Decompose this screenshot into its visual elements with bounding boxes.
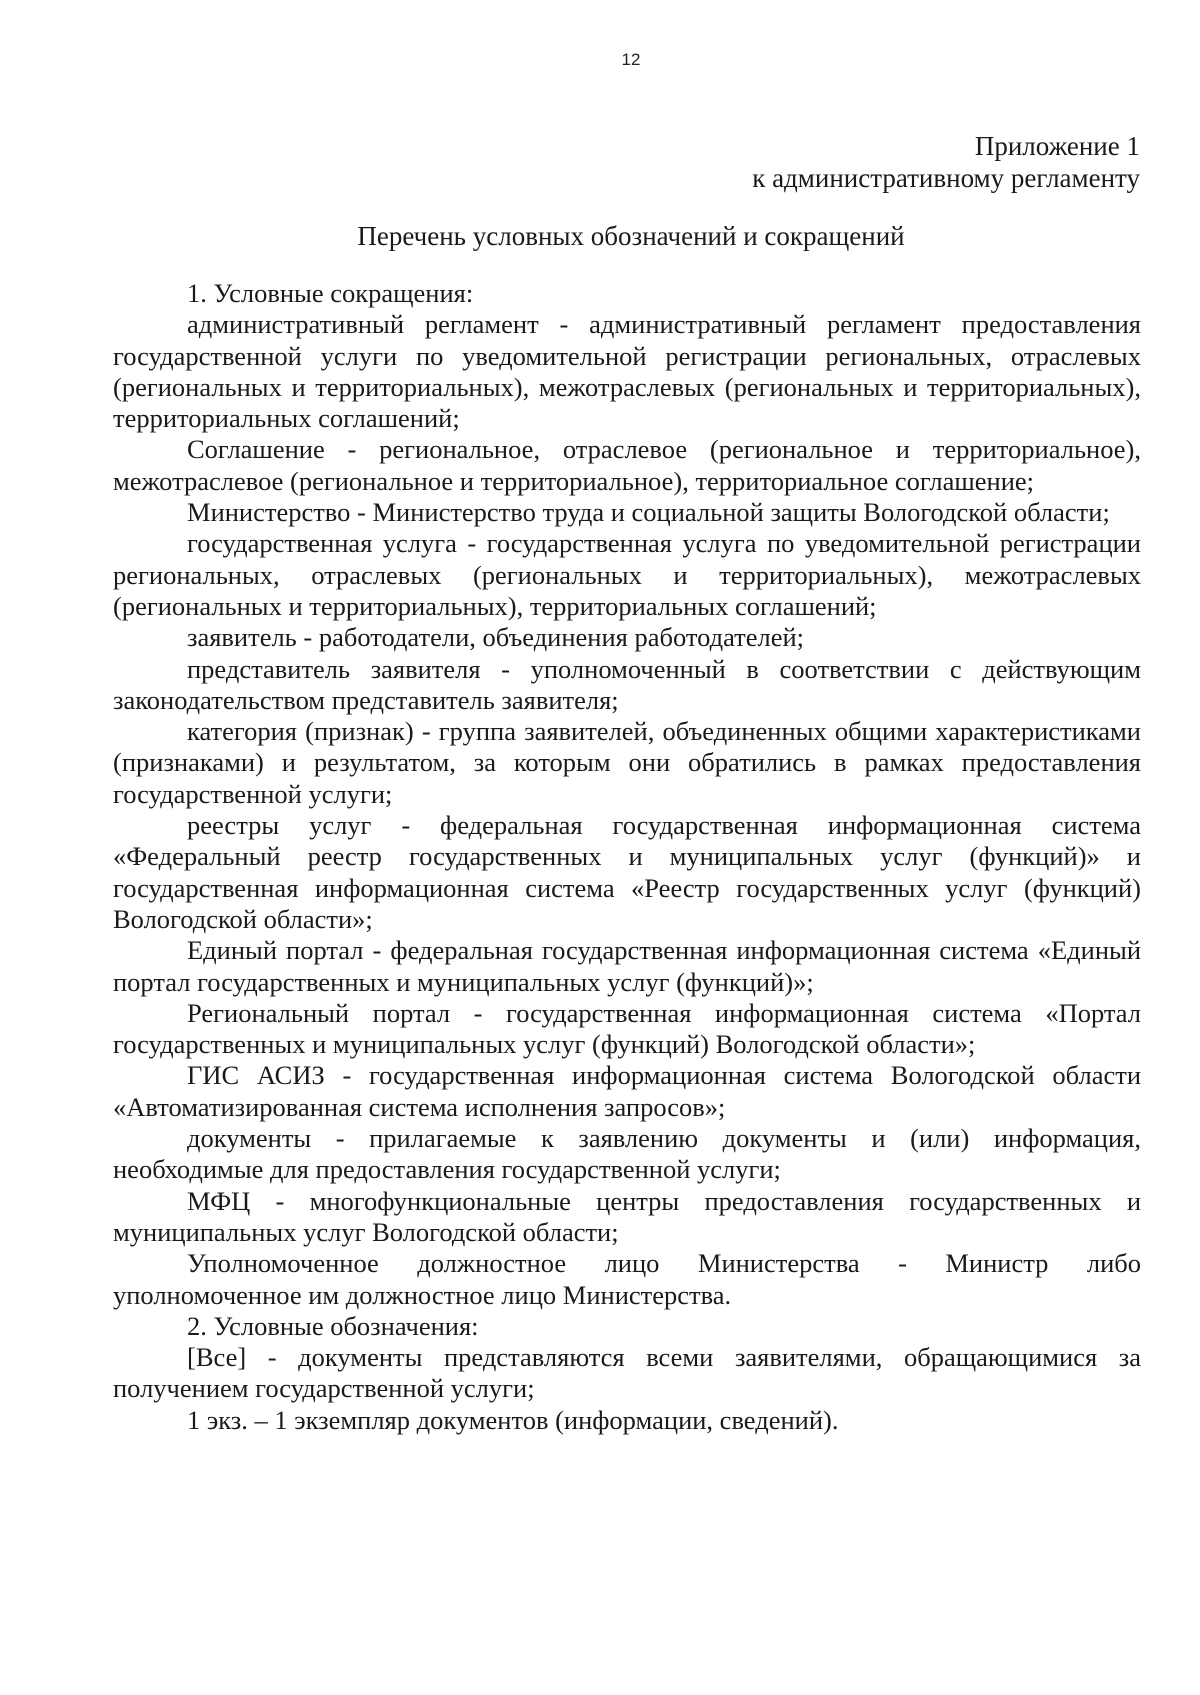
appendix-line-2: к административному регламенту [752, 163, 1140, 193]
definition-paragraph: Единый портал - федеральная государственная информационная система «Единый портал государственных и муниципальных услуг (функций)»; [113, 935, 1141, 997]
definition-paragraph: представитель заявителя - уполномоченный в соответствии с действующим законодательством представитель заявителя; [113, 653, 1141, 715]
definition-paragraph: административный регламент - административный регламент предоставления государственной услуги по уведомительной регистрации региональных, отраслевых (региональных и территориальных), межотраслевых (региональных и территориальных), территориальных соглашений; [113, 309, 1141, 434]
definition-paragraph: категория (признак) - группа заявителей, объединенных общими характеристиками (признаками) и результатом, за которым они обратились в рамках предоставления государственной услуги; [113, 716, 1141, 809]
section-heading-abbreviations: 1. Условные сокращения: [187, 278, 474, 308]
appendix-line-1: Приложение 1 [974, 131, 1140, 161]
page-number: 12 [621, 50, 641, 69]
document-body [113, 278, 1141, 1436]
definition-paragraph: МФЦ - многофункциональные центры предоставления государственных и муниципальных услуг Вологодской области; [113, 1185, 1141, 1247]
definition-paragraph: заявитель - работодатели, объединения работодателей; [187, 622, 805, 653]
document-title: Перечень условных обозначений и сокращений [357, 221, 905, 251]
definition-paragraph: 1 экз. – 1 экземпляр документов (информации, сведений). [187, 1404, 839, 1435]
definition-paragraph: реестры услуг - федеральная государственная информационная система «Федеральный реестр государственных и муниципальных услуг (функций)» и государственная информационная система «Реестр государственных услуг (функций) Вологодской области»; [113, 810, 1141, 934]
definition-paragraph: ГИС АСИЗ - государственная информационная система Вологодской области «Автоматизированная система исполнения запросов»; [113, 1060, 1141, 1122]
definition-paragraph: Соглашение - региональное, отраслевое (региональное и территориальное), межотраслевое (региональное и территориальное), территориальное соглашение; [113, 434, 1141, 496]
appendix-reference [752, 130, 1140, 194]
section-heading-symbols: 2. Условные обозначения: [187, 1310, 479, 1341]
definition-paragraph: Министерство - Министерство труда и социальной защиты Вологодской области; [187, 497, 1110, 528]
definition-paragraph: документы - прилагаемые к заявлению документы и (или) информация, необходимые для предоставления государственной услуги; [113, 1123, 1141, 1185]
definition-paragraph: Региональный портал - государственная информационная система «Портал государственных и муниципальных услуг (функций) Вологодской области»; [113, 997, 1141, 1060]
definition-paragraph: государственная услуга - государственная услуга по уведомительной регистрации региональных, отраслевых (региональных и территориальных), межотраслевых (региональных и территориальных), территориальных соглашений; [113, 528, 1141, 621]
definition-paragraph: [Все] - документы представляются всеми заявителями, обращающимися за получением государственной услуги; [113, 1342, 1141, 1404]
definition-paragraph: Уполномоченное должностное лицо Министерства - Министр либо уполномоченное им должностное лицо Министерства. [113, 1248, 1141, 1310]
